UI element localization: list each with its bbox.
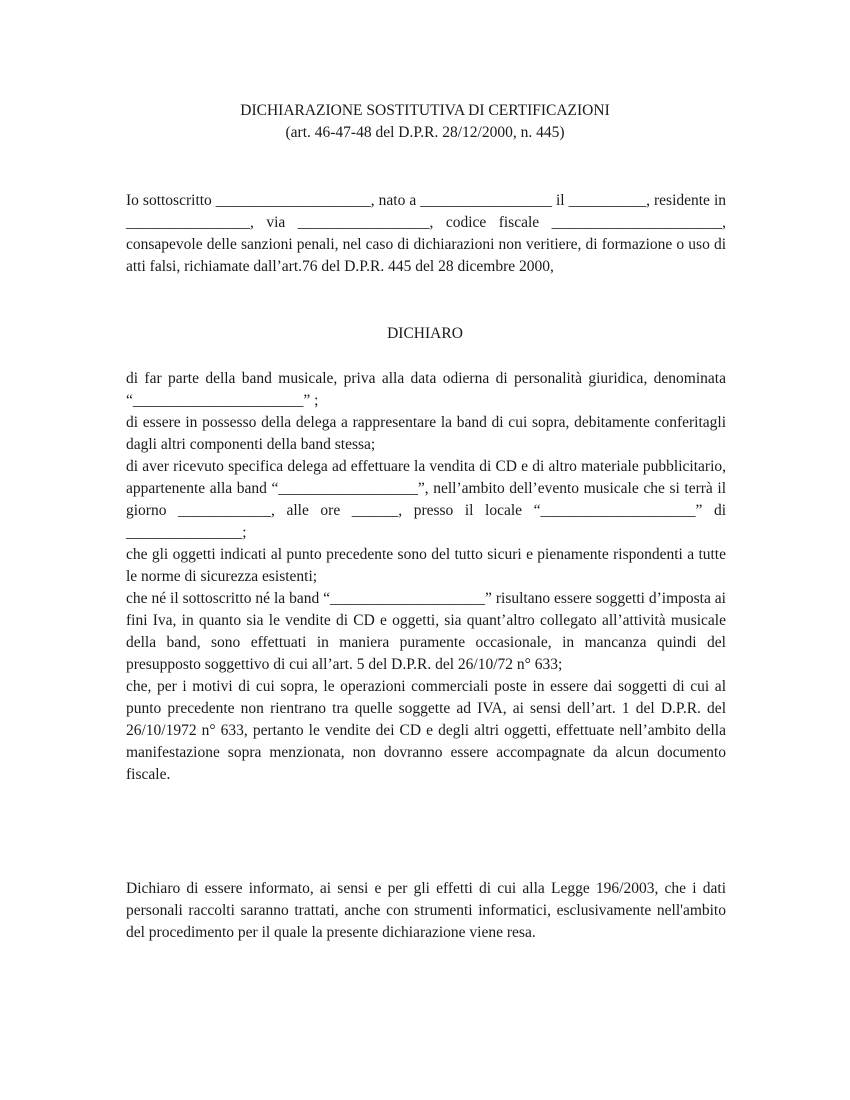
declare-heading: DICHIARO: [387, 325, 463, 342]
statement-item: che né il sottoscritto né la band “____________________” risultano essere soggetti d’imposta ai fini Iva, in quanto sia le vendite di CD e oggetti, sia quant’altro collegato all’attività musicale della band, sono effettuati in maniera puramente occasionale, in mancanza quindi del presupposto soggettivo di cui all’art. 5 del D.P.R. del 26/10/72 n° 633;: [126, 590, 726, 673]
privacy-text: Dichiaro di essere informato, ai sensi e per gli effetti di cui alla Legge 196/2003, che i dati personali raccolti saranno trattati, anche con strumenti informatici, esclusivamente nell'ambito del procedimento per il quale la presente dichiarazione viene resa.: [126, 880, 726, 941]
privacy-paragraph: [126, 878, 726, 944]
statement-item: che gli oggetti indicati al punto precedente sono del tutto sicuri e pienamente rispondenti a tutte le norme di sicurezza esistenti;: [126, 546, 726, 585]
statements-list: [126, 368, 726, 786]
document-subtitle: (art. 46-47-48 del D.P.R. 28/12/2000, n. 445): [285, 124, 565, 141]
statement-item: di aver ricevuto specifica delega ad effettuare la vendita di CD e di altro materiale pubblicitario, appartenente alla band “__________________”, nell’ambito dell’evento musicale che si terrà il giorno ____________, alle ore ______, presso il locale “____________________” di _______________;: [126, 458, 726, 541]
statement-item: che, per i motivi di cui sopra, le operazioni commerciali poste in essere dai soggetti di cui al punto precedente non rientrano tra quelle soggette ad IVA, ai sensi dell’art. 1 del D.P.R. del 26/10/1972 n° 633, pertanto le vendite dei CD e degli altri oggetti, effettuate nell’ambito della manifestazione sopra menzionata, non dovranno essere accompagnate da alcun documento fiscale.: [126, 678, 726, 783]
statement-item: di essere in possesso della delega a rappresentare la band di cui sopra, debitamente conferitagli dagli altri componenti della band stessa;: [126, 414, 726, 453]
statement-item: di far parte della band musicale, priva alla data odierna di personalità giuridica, denominata “______________________” ;: [126, 370, 726, 409]
intro-paragraph: [126, 190, 726, 278]
document-title: DICHIARAZIONE SOSTITUTIVA DI CERTIFICAZIONI: [240, 102, 610, 119]
intro-text: Io sottoscritto ____________________, nato a _________________ il __________, residente in ________________, via _________________, codice fiscale ______________________, consapevole delle sanzioni penali, nel caso di dichiarazioni non veritiere, di formazione o uso di atti falsi, richiamate dall’art.76 del D.P.R. 445 del 28 dicembre 2000,: [126, 192, 726, 275]
